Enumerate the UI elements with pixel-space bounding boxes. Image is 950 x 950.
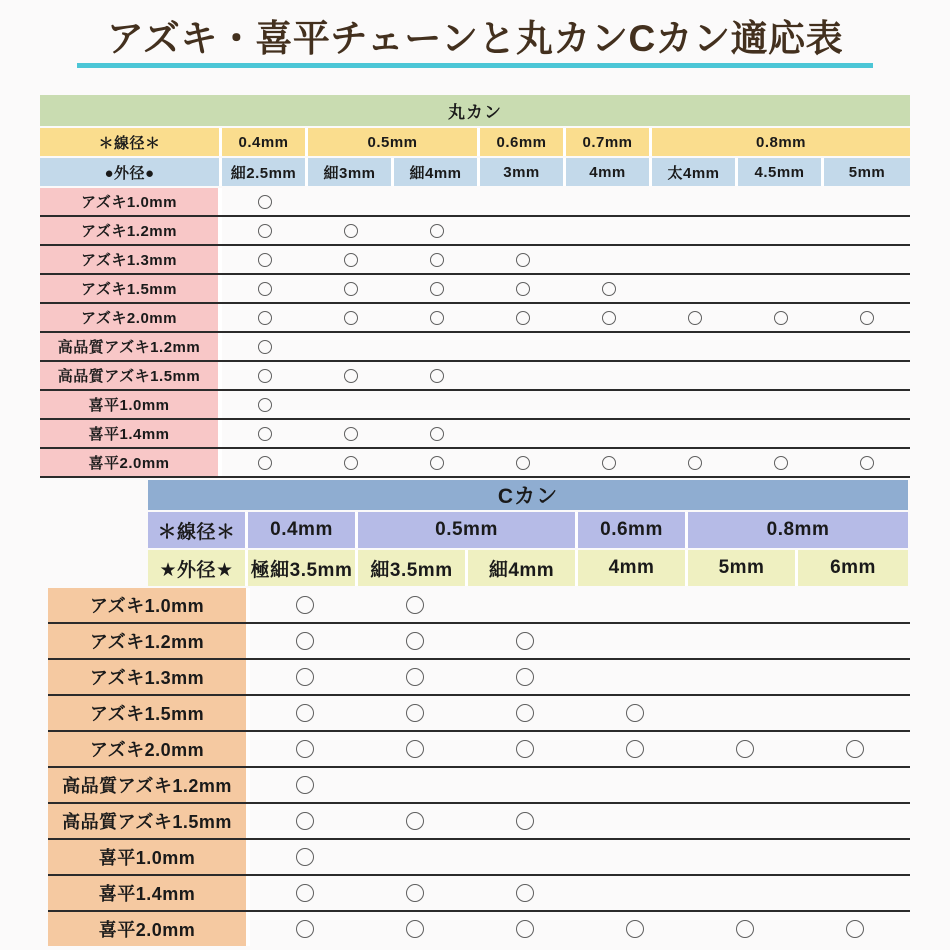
mark-cell [360, 588, 470, 622]
chain-row-label: アズキ2.0mm [48, 732, 250, 766]
compatible-circle-mark [602, 282, 616, 296]
chain-row [40, 333, 910, 362]
mark-cell [394, 246, 480, 273]
mark-cell [652, 449, 738, 476]
mark-cell [580, 876, 690, 910]
mark-cell [360, 876, 470, 910]
compatible-circle-mark [430, 311, 444, 325]
mark-cell [652, 304, 738, 331]
compatible-circle-mark [406, 920, 424, 938]
compatible-circle-mark [258, 224, 272, 238]
mark-cell [308, 217, 394, 244]
compatible-circle-mark [296, 704, 314, 722]
chain-row-label: 喜平1.4mm [40, 420, 222, 447]
mark-cell [824, 449, 910, 476]
mark-cell [566, 333, 652, 360]
wire-size-header-cell: 0.6mm [480, 128, 566, 156]
compatible-circle-mark [258, 253, 272, 267]
outer-size-header-cell: 3mm [480, 158, 566, 186]
chain-row-label: 喜平1.0mm [40, 391, 222, 418]
compatible-circle-mark [344, 282, 358, 296]
mark-cell [580, 912, 690, 946]
mark-cell [690, 768, 800, 802]
compatible-circle-mark [516, 920, 534, 938]
mark-cell [580, 624, 690, 658]
chain-row-label: 高品質アズキ1.2mm [40, 333, 222, 360]
compatible-circle-mark [602, 311, 616, 325]
compatible-circle-mark [296, 812, 314, 830]
mark-cell [580, 768, 690, 802]
compatible-circle-mark [430, 427, 444, 441]
compatible-circle-mark [258, 311, 272, 325]
wire-size-header-cell: 0.6mm [578, 512, 688, 548]
compatible-circle-mark [626, 740, 644, 758]
mark-cell [824, 420, 910, 447]
compatible-circle-mark [296, 668, 314, 686]
chain-row-label: 喜平2.0mm [40, 449, 222, 476]
mark-cell [480, 420, 566, 447]
mark-cell [480, 333, 566, 360]
mark-cell [738, 246, 824, 273]
mark-cell [824, 246, 910, 273]
compatible-circle-mark [430, 282, 444, 296]
mark-cell [308, 449, 394, 476]
marukan-title-band: 丸カン [40, 95, 910, 126]
mark-cell [824, 188, 910, 215]
chain-row [40, 188, 910, 217]
outer-size-header-cell: 細4mm [394, 158, 480, 186]
outer-size-header-cell: 4mm [578, 550, 688, 586]
mark-cell [690, 912, 800, 946]
compatible-circle-mark [406, 740, 424, 758]
mark-cell [580, 588, 690, 622]
mark-cell [480, 304, 566, 331]
mark-cell [690, 732, 800, 766]
compatible-circle-mark [344, 224, 358, 238]
marukan-outer-diameter-row [40, 158, 910, 186]
compatible-circle-mark [516, 311, 530, 325]
mark-cell [250, 912, 360, 946]
mark-cell [360, 804, 470, 838]
compatible-circle-mark [344, 456, 358, 470]
mark-cell [308, 362, 394, 389]
mark-cell [824, 333, 910, 360]
compatible-circle-mark [430, 456, 444, 470]
mark-cell [308, 188, 394, 215]
wire-diameter-label: ＊線径＊ [40, 128, 222, 156]
mark-cell [360, 660, 470, 694]
mark-cell [394, 275, 480, 302]
title-underline [77, 63, 873, 68]
ckan-table [48, 480, 910, 948]
mark-cell [652, 362, 738, 389]
chain-row-label: アズキ1.0mm [40, 188, 222, 215]
outer-size-header-cell: 細2.5mm [222, 158, 308, 186]
mark-cell [470, 660, 580, 694]
mark-cell [800, 624, 910, 658]
chain-row-label: 高品質アズキ1.2mm [48, 768, 250, 802]
chain-row-label: 喜平1.0mm [48, 840, 250, 874]
compatible-circle-mark [774, 456, 788, 470]
mark-cell [690, 804, 800, 838]
chain-row-label: 高品質アズキ1.5mm [48, 804, 250, 838]
outer-size-header-cell: 極細3.5mm [248, 550, 358, 586]
chain-row [48, 732, 910, 768]
mark-cell [566, 304, 652, 331]
mark-cell [652, 391, 738, 418]
chain-row-label: アズキ1.0mm [48, 588, 250, 622]
compatible-circle-mark [430, 253, 444, 267]
compatible-circle-mark [516, 632, 534, 650]
mark-cell [738, 275, 824, 302]
mark-cell [738, 391, 824, 418]
mark-cell [222, 333, 308, 360]
compatible-circle-mark [516, 884, 534, 902]
mark-cell [652, 188, 738, 215]
outer-size-header-cell: 5mm [824, 158, 910, 186]
compatible-circle-mark [688, 311, 702, 325]
compatible-circle-mark [296, 884, 314, 902]
mark-cell [308, 333, 394, 360]
compatible-circle-mark [258, 427, 272, 441]
mark-cell [360, 732, 470, 766]
ckan-outer-diameter-row [148, 550, 908, 586]
compatible-circle-mark [296, 596, 314, 614]
mark-cell [308, 420, 394, 447]
mark-cell [480, 275, 566, 302]
mark-cell [250, 660, 360, 694]
mark-cell [470, 624, 580, 658]
outer-size-header-cell: 細4mm [468, 550, 578, 586]
chain-row [48, 912, 910, 948]
chain-row-label: アズキ1.3mm [40, 246, 222, 273]
chain-row [40, 420, 910, 449]
mark-cell [480, 362, 566, 389]
compatible-circle-mark [736, 920, 754, 938]
mark-cell [738, 333, 824, 360]
compatible-circle-mark [296, 632, 314, 650]
mark-cell [824, 304, 910, 331]
mark-cell [394, 449, 480, 476]
wire-size-header-cell: 0.5mm [308, 128, 480, 156]
mark-cell [738, 217, 824, 244]
compatible-circle-mark [430, 224, 444, 238]
outer-size-header-cell: 4mm [566, 158, 652, 186]
mark-cell [480, 217, 566, 244]
mark-cell [250, 804, 360, 838]
mark-cell [652, 217, 738, 244]
wire-size-header-cell: 0.8mm [688, 512, 908, 548]
chain-row [40, 304, 910, 333]
mark-cell [360, 624, 470, 658]
mark-cell [360, 696, 470, 730]
chain-row-label: アズキ2.0mm [40, 304, 222, 331]
wire-size-header-cell: 0.7mm [566, 128, 652, 156]
chain-row [40, 362, 910, 391]
chain-row-label: 喜平1.4mm [48, 876, 250, 910]
mark-cell [690, 696, 800, 730]
outer-diameter-label: ★外径★ [148, 550, 248, 586]
compatible-circle-mark [688, 456, 702, 470]
compatible-circle-mark [406, 704, 424, 722]
mark-cell [250, 696, 360, 730]
mark-cell [580, 660, 690, 694]
chain-row [40, 275, 910, 304]
mark-cell [250, 588, 360, 622]
outer-size-header-cell: 4.5mm [738, 158, 824, 186]
chain-row-label: 喜平2.0mm [48, 912, 250, 946]
mark-cell [308, 391, 394, 418]
chain-row [40, 449, 910, 478]
compatible-circle-mark [774, 311, 788, 325]
mark-cell [738, 362, 824, 389]
mark-cell [566, 188, 652, 215]
compatible-circle-mark [406, 812, 424, 830]
outer-size-header-cell: 5mm [688, 550, 798, 586]
mark-cell [470, 912, 580, 946]
compatible-circle-mark [258, 398, 272, 412]
mark-cell [566, 246, 652, 273]
mark-cell [800, 876, 910, 910]
compatible-circle-mark [406, 668, 424, 686]
compatible-circle-mark [860, 311, 874, 325]
mark-cell [394, 188, 480, 215]
compatible-circle-mark [296, 920, 314, 938]
mark-cell [222, 304, 308, 331]
chain-row [48, 588, 910, 624]
compatible-circle-mark [258, 456, 272, 470]
compatible-circle-mark [430, 369, 444, 383]
mark-cell [824, 275, 910, 302]
compatible-circle-mark [296, 740, 314, 758]
marukan-wire-diameter-row [40, 128, 910, 156]
mark-cell [800, 696, 910, 730]
compatible-circle-mark [344, 253, 358, 267]
mark-cell [824, 362, 910, 389]
compatible-circle-mark [516, 253, 530, 267]
chain-row [48, 768, 910, 804]
mark-cell [250, 840, 360, 874]
mark-cell [470, 876, 580, 910]
mark-cell [824, 217, 910, 244]
wire-size-header-cell: 0.8mm [652, 128, 910, 156]
outer-size-header-cell: 太4mm [652, 158, 738, 186]
mark-cell [566, 449, 652, 476]
mark-cell [394, 362, 480, 389]
compatible-circle-mark [516, 704, 534, 722]
outer-size-header-cell: 6mm [798, 550, 908, 586]
compatible-circle-mark [344, 369, 358, 383]
mark-cell [250, 768, 360, 802]
mark-cell [580, 804, 690, 838]
mark-cell [566, 217, 652, 244]
compatible-circle-mark [344, 427, 358, 441]
compatible-circle-mark [626, 704, 644, 722]
mark-cell [360, 912, 470, 946]
outer-size-header-cell: 細3mm [308, 158, 394, 186]
mark-cell [652, 333, 738, 360]
marukan-table [40, 95, 910, 478]
mark-cell [480, 188, 566, 215]
chain-row-label: 高品質アズキ1.5mm [40, 362, 222, 389]
chain-row [40, 217, 910, 246]
mark-cell [222, 391, 308, 418]
chain-row-label: アズキ1.5mm [48, 696, 250, 730]
mark-cell [738, 449, 824, 476]
mark-cell [222, 188, 308, 215]
compatible-circle-mark [344, 311, 358, 325]
mark-cell [800, 768, 910, 802]
mark-cell [470, 804, 580, 838]
compatible-circle-mark [516, 456, 530, 470]
ckan-wire-diameter-row [148, 512, 908, 548]
mark-cell [222, 275, 308, 302]
compatible-circle-mark [860, 456, 874, 470]
mark-cell [738, 420, 824, 447]
mark-cell [566, 362, 652, 389]
mark-cell [470, 732, 580, 766]
compatible-circle-mark [626, 920, 644, 938]
mark-cell [394, 217, 480, 244]
mark-cell [652, 420, 738, 447]
page-title: アズキ・喜平チェーンと丸カンCカン適応表 [106, 18, 844, 59]
mark-cell [652, 275, 738, 302]
mark-cell [360, 768, 470, 802]
mark-cell [566, 391, 652, 418]
mark-cell [800, 588, 910, 622]
compatible-circle-mark [516, 282, 530, 296]
mark-cell [308, 304, 394, 331]
compatible-circle-mark [846, 920, 864, 938]
mark-cell [566, 420, 652, 447]
compatible-circle-mark [602, 456, 616, 470]
compatible-circle-mark [406, 632, 424, 650]
mark-cell [480, 246, 566, 273]
wire-size-header-cell: 0.4mm [248, 512, 358, 548]
chain-row [40, 246, 910, 275]
chain-row-label: アズキ1.2mm [40, 217, 222, 244]
compatible-circle-mark [846, 740, 864, 758]
mark-cell [690, 840, 800, 874]
mark-cell [800, 840, 910, 874]
mark-cell [470, 696, 580, 730]
mark-cell [652, 246, 738, 273]
mark-cell [580, 696, 690, 730]
wire-size-header-cell: 0.4mm [222, 128, 308, 156]
mark-cell [580, 732, 690, 766]
mark-cell [470, 840, 580, 874]
mark-cell [480, 449, 566, 476]
mark-cell [394, 333, 480, 360]
mark-cell [690, 588, 800, 622]
wire-diameter-label: ＊線径＊ [148, 512, 248, 548]
mark-cell [800, 912, 910, 946]
outer-size-header-cell: 細3.5mm [358, 550, 468, 586]
mark-cell [222, 420, 308, 447]
mark-cell [222, 217, 308, 244]
compatible-circle-mark [296, 848, 314, 866]
chain-row [48, 624, 910, 660]
compatible-circle-mark [516, 740, 534, 758]
mark-cell [250, 624, 360, 658]
chain-row [48, 660, 910, 696]
mark-cell [800, 660, 910, 694]
compatible-circle-mark [258, 340, 272, 354]
compatible-circle-mark [406, 596, 424, 614]
mark-cell [690, 876, 800, 910]
mark-cell [250, 732, 360, 766]
mark-cell [738, 188, 824, 215]
chain-row-label: アズキ1.3mm [48, 660, 250, 694]
mark-cell [470, 588, 580, 622]
mark-cell [580, 840, 690, 874]
mark-cell [360, 840, 470, 874]
mark-cell [394, 420, 480, 447]
mark-cell [222, 449, 308, 476]
mark-cell [690, 624, 800, 658]
chain-row [40, 391, 910, 420]
chain-row-label: アズキ1.2mm [48, 624, 250, 658]
mark-cell [394, 304, 480, 331]
compatible-circle-mark [516, 668, 534, 686]
chain-row [48, 876, 910, 912]
mark-cell [800, 732, 910, 766]
compatible-circle-mark [736, 740, 754, 758]
compatible-circle-mark [258, 369, 272, 383]
mark-cell [222, 362, 308, 389]
mark-cell [690, 660, 800, 694]
mark-cell [222, 246, 308, 273]
outer-diameter-label: ●外径● [40, 158, 222, 186]
compatible-circle-mark [258, 282, 272, 296]
mark-cell [738, 304, 824, 331]
chain-row [48, 840, 910, 876]
mark-cell [824, 391, 910, 418]
compatible-circle-mark [406, 884, 424, 902]
compatible-circle-mark [296, 776, 314, 794]
mark-cell [308, 275, 394, 302]
mark-cell [470, 768, 580, 802]
mark-cell [480, 391, 566, 418]
ckan-title-band: Cカン [148, 480, 908, 510]
mark-cell [250, 876, 360, 910]
chain-row [48, 804, 910, 840]
chain-row-label: アズキ1.5mm [40, 275, 222, 302]
mark-cell [566, 275, 652, 302]
chain-row [48, 696, 910, 732]
wire-size-header-cell: 0.5mm [358, 512, 578, 548]
compatible-circle-mark [516, 812, 534, 830]
compatible-circle-mark [258, 195, 272, 209]
mark-cell [308, 246, 394, 273]
mark-cell [394, 391, 480, 418]
mark-cell [800, 804, 910, 838]
